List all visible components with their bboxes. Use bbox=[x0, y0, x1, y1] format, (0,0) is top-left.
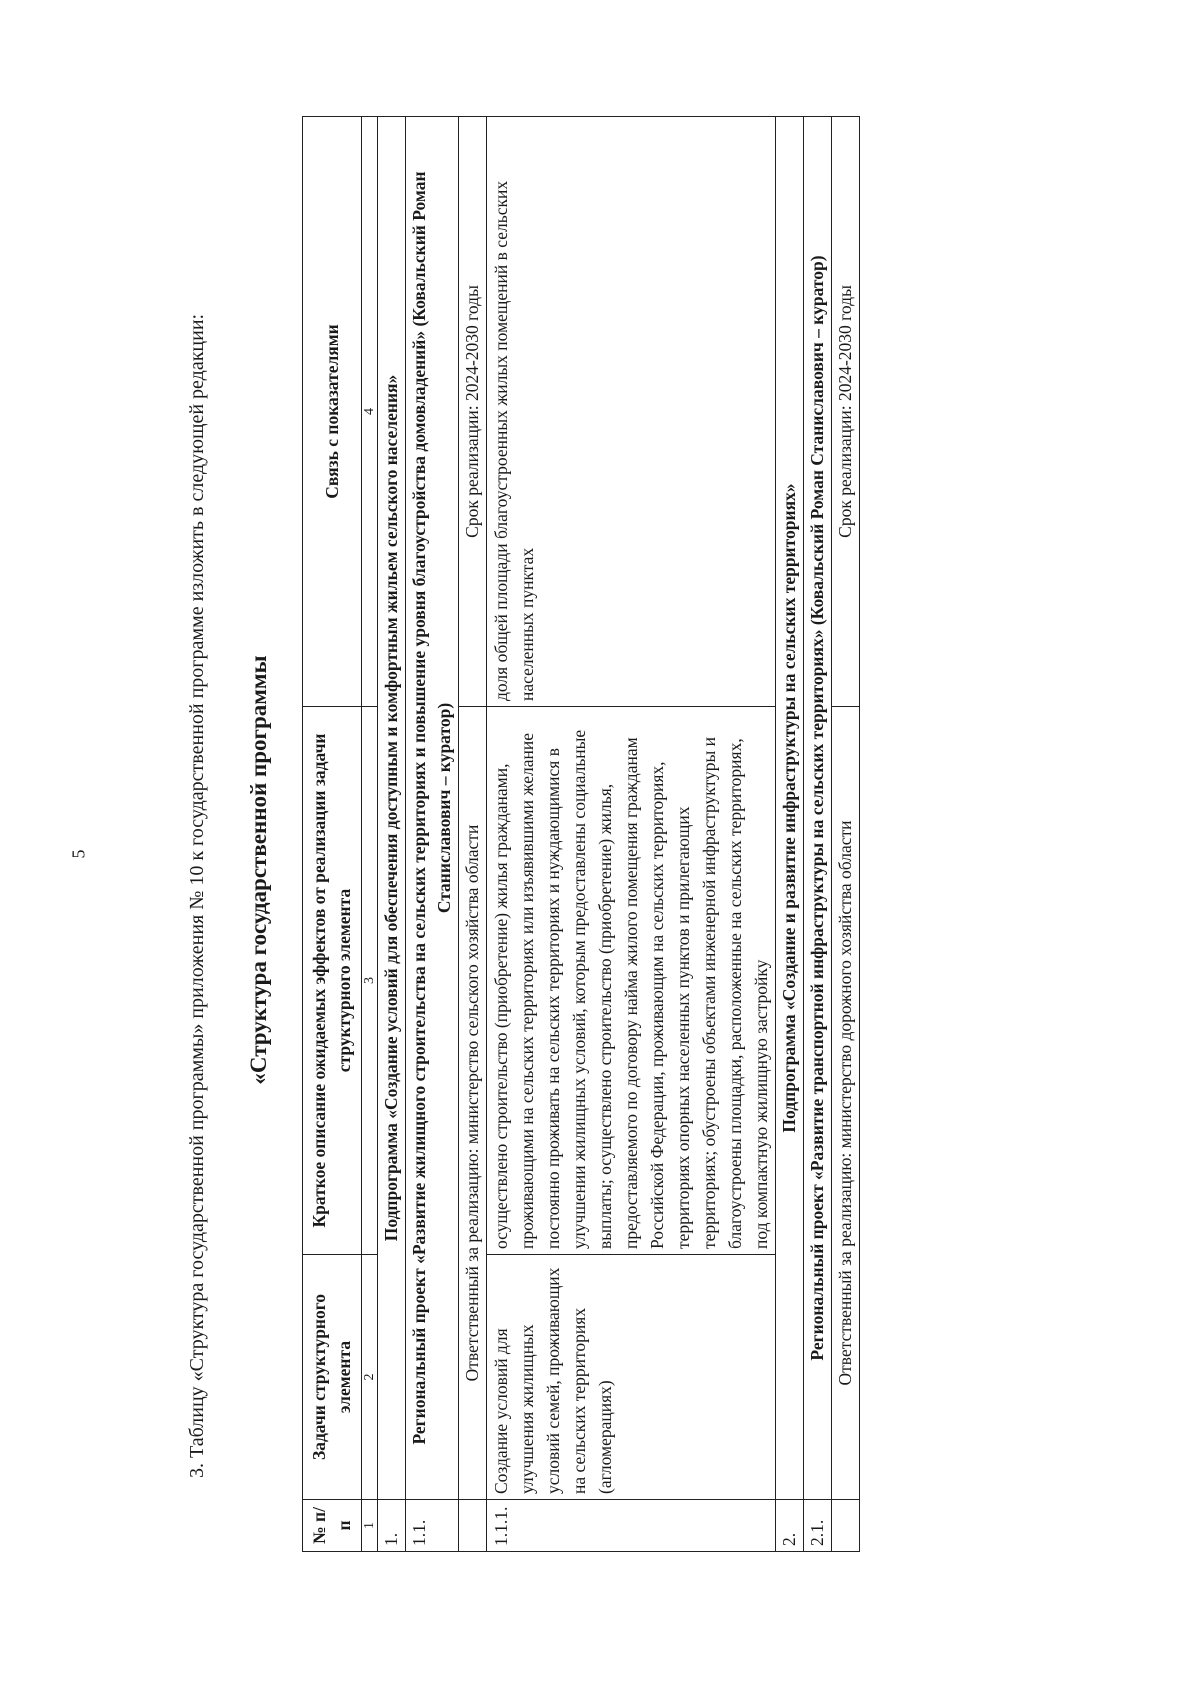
row-number: 2.1. bbox=[804, 1500, 832, 1552]
empty-cell bbox=[459, 1500, 487, 1552]
task-indicators: доля общей площади благоустроенных жилых помещений в сельских населенных пунктах bbox=[487, 117, 776, 707]
column-number: 1 bbox=[362, 1500, 378, 1552]
column-numbers-row bbox=[362, 117, 378, 1552]
project-row bbox=[804, 117, 832, 1552]
document-title: «Структура государственной программы bbox=[246, 655, 271, 1085]
row-number: 1.1. bbox=[406, 1500, 459, 1552]
task-row bbox=[487, 117, 776, 1552]
program-structure-table bbox=[302, 116, 860, 1552]
subprogram-title: Подпрограмма «Создание условий для обеспечения доступным и комфортным жильем сельского населения» bbox=[378, 117, 406, 1500]
period-text: Срок реализации: 2024-2030 годы bbox=[459, 117, 487, 707]
intro-paragraph: 3. Таблицу «Структура государственной программы» приложения № 10 к государственной программе изложить в следующей редакции: bbox=[186, 313, 208, 1478]
column-number: 4 bbox=[362, 117, 378, 707]
responsible-row bbox=[459, 117, 487, 1552]
responsible-text: Ответственный за реализацию: министерство сельского хозяйства области bbox=[459, 707, 487, 1500]
project-row bbox=[406, 117, 459, 1552]
header-effects: Краткое описание ожидаемых эффектов от реализации задачи структурного элемента bbox=[303, 707, 362, 1255]
subprogram-title: Подпрограмма «Создание и развитие инфраструктуры на сельских территориях» bbox=[776, 117, 804, 1500]
task-effects: осуществлено строительство (приобретение) жилья гражданами, проживающими на сельских территориях или изъявившими желание постоянно проживать на сельских территориях и нуждающимися в улучшении жилищных условий, которым предоставлены социальные выплаты; осуществлено строительство (приобретение) жилья, предоставляемого по договору найма жилого помещения гражданам Российской Федерации, проживающим на сельских территориях, территориях опорных населенных пунктов и прилегающих территориях; обустроены объектами инженерной инфраструктуры и благоустроены площадки, расположенные на сельских территориях, под компактную жилищную застройку bbox=[487, 707, 776, 1255]
subprogram-row bbox=[378, 117, 406, 1552]
header-row bbox=[303, 117, 362, 1552]
responsible-row bbox=[832, 117, 860, 1552]
period-text: Срок реализации: 2024-2030 годы bbox=[832, 117, 860, 707]
rotated-document bbox=[180, 100, 1190, 1640]
project-title: Региональный проект «Развитие жилищного строительства на сельских территориях и повышение уровня благоустройства домовладений» (Ковальский Роман Станиславович – куратор) bbox=[406, 117, 459, 1500]
subprogram-row bbox=[776, 117, 804, 1552]
empty-cell bbox=[832, 1500, 860, 1552]
row-number: 1.1.1. bbox=[487, 1500, 776, 1552]
header-number: № п/п bbox=[303, 1500, 362, 1552]
responsible-text: Ответственный за реализацию: министерство дорожного хозяйства области bbox=[832, 707, 860, 1500]
header-indicators: Связь с показателями bbox=[303, 117, 362, 707]
project-title: Региональный проект «Развитие транспортной инфраструктуры на сельских территориях» (Ковальский Роман Станиславович – куратор) bbox=[804, 117, 832, 1500]
task-name: Создание условий для улучшения жилищных условий семей, проживающих на сельских территориях (агломерациях) bbox=[487, 1255, 776, 1500]
header-tasks: Задачи структурного элемента bbox=[303, 1255, 362, 1500]
column-number: 3 bbox=[362, 707, 378, 1255]
row-number: 2. bbox=[776, 1500, 804, 1552]
column-number: 2 bbox=[362, 1255, 378, 1500]
row-number: 1. bbox=[378, 1500, 406, 1552]
page-number: 5 bbox=[68, 849, 89, 859]
